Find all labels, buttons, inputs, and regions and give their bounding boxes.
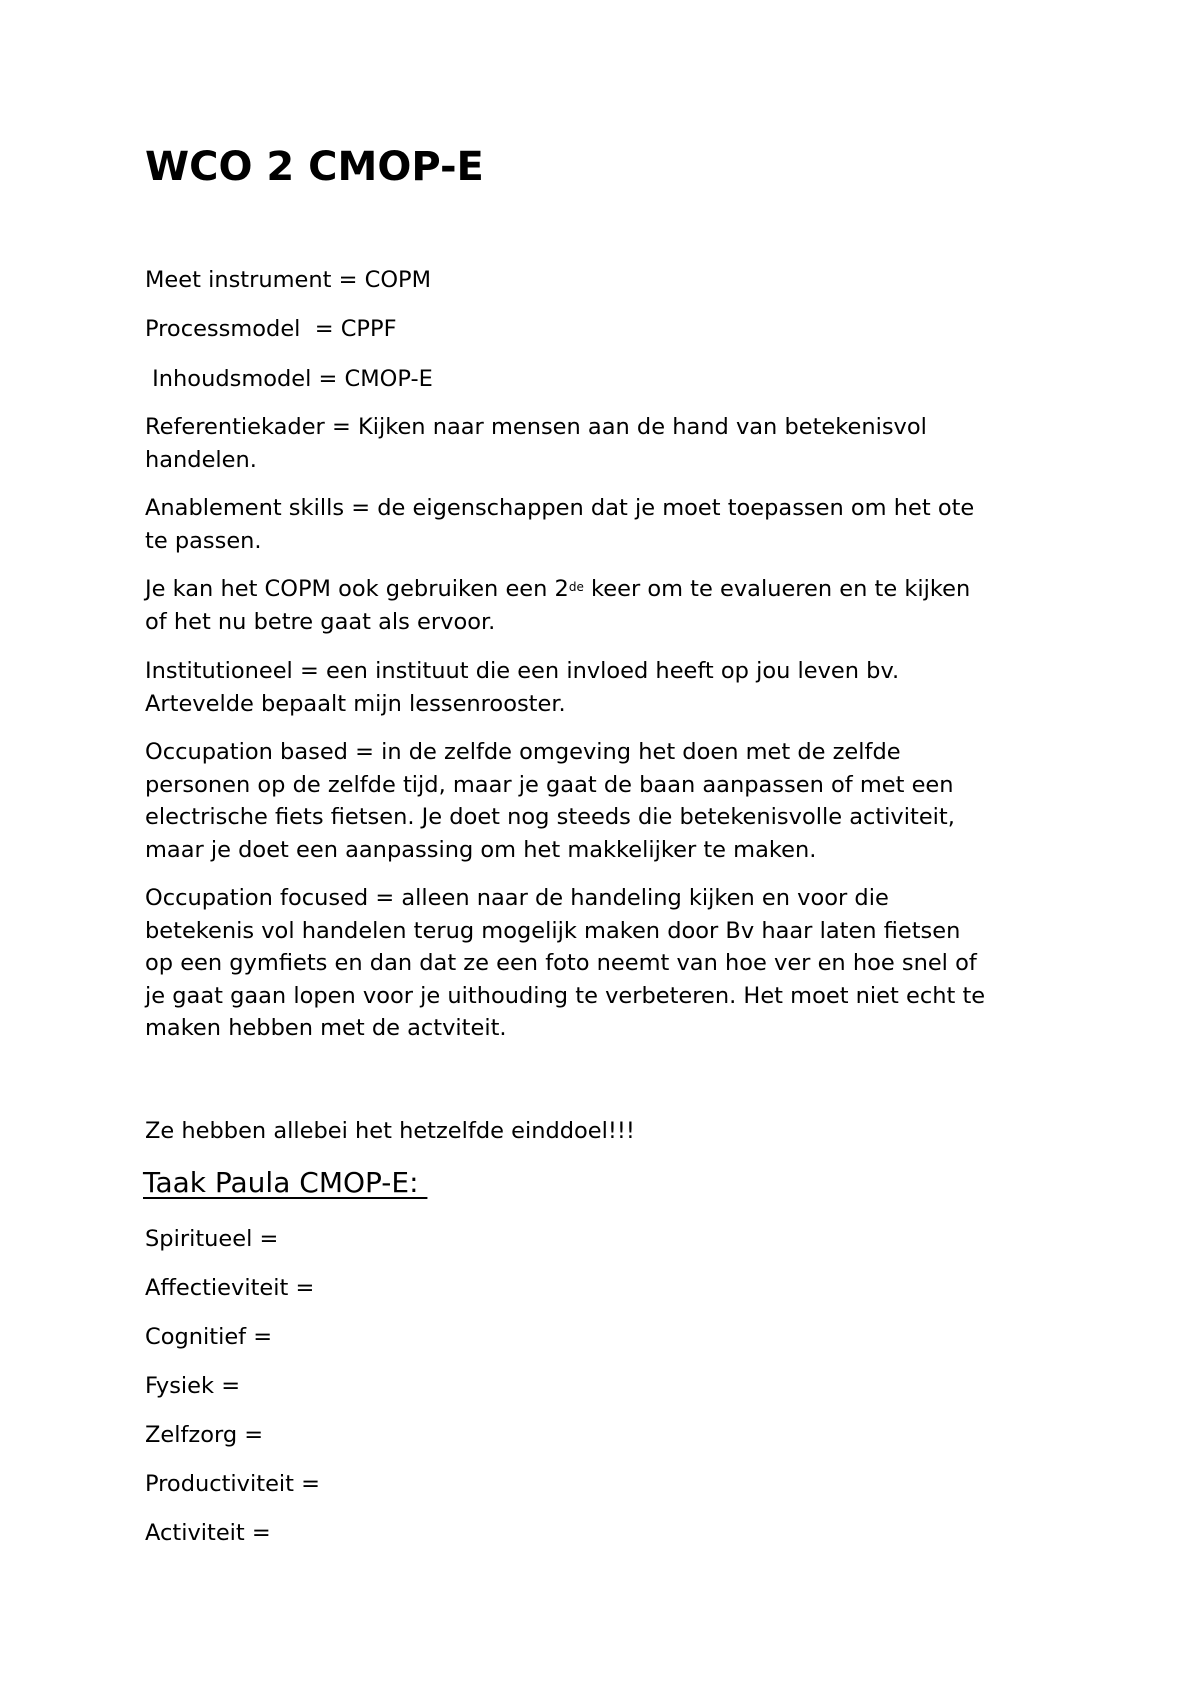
text-line: Referentiekader = Kijken naar mensen aan de hand van betekenisvol [145, 414, 927, 440]
definition-processmodel: Processmodel = CPPF [145, 316, 397, 342]
text-line: je gaat gaan lopen voor je uithouding te verbeteren. Het moet niet echt te [145, 982, 986, 1009]
text-line [145, 573, 1075, 606]
taak-item-zelfzorg: Zelfzorg = [145, 1422, 264, 1448]
definition-inhoudsmodel: Inhoudsmodel = CMOP-E [145, 366, 433, 392]
taak-item-activiteit: Activiteit = [145, 1520, 271, 1546]
text-line: Occupation focused = alleen naar de handeling kijken en voor die [145, 885, 889, 911]
text-line: op een gymfiets en dan dat ze een foto neemt van hoe ver en hoe snel of [145, 950, 977, 976]
text-line: maken hebben met de actviteit. [145, 1015, 507, 1041]
taak-item-affectieviteit: Affectieviteit = [145, 1275, 315, 1301]
text-line: te passen. [145, 527, 262, 554]
taak-item-cognitief: Cognitief = [145, 1324, 273, 1350]
paragraph-einddoel: Ze hebben allebei het hetzelfde einddoel!!! [145, 1118, 635, 1144]
text-line: Anablement skills = de eigenschappen dat je moet toepassen om het ote [145, 495, 975, 521]
paragraph-occupation-focused [145, 882, 1075, 1045]
superscript: de [568, 580, 584, 594]
text-line: betekenis vol handelen terug mogelijk maken door Bv haar laten fietsen [145, 917, 961, 944]
taak-heading: Taak Paula CMOP-E: [143, 1166, 428, 1199]
text-segment: keer om te evalueren en te kijken [583, 576, 971, 602]
text-line: Artevelde bepaalt mijn lessenrooster. [145, 690, 566, 717]
text-line: electrische fiets fietsen. Je doet nog steeds die betekenisvolle activiteit, [145, 804, 955, 830]
document-title: WCO 2 CMOP-E [145, 144, 484, 190]
text-line: of het nu betre gaat als ervoor. [145, 608, 496, 635]
paragraph-anablement-skills [145, 492, 1075, 557]
text-line: Occupation based = in de zelfde omgeving het doen met de zelfde [145, 739, 901, 765]
text-line: personen op de zelfde tijd, maar je gaat de baan aanpassen of met een [145, 771, 954, 798]
paragraph-occupation-based [145, 736, 1075, 866]
text-line: maar je doet een aanpassing om het makkelijker te maken. [145, 836, 817, 863]
paragraph-institutioneel [145, 655, 1075, 720]
taak-item-productiviteit: Productiviteit = [145, 1471, 320, 1497]
paragraph-referentiekader [145, 411, 1075, 476]
taak-item-spiritueel: Spiritueel = [145, 1226, 279, 1252]
paragraph-copm-evaluatie [145, 573, 1075, 638]
text-line: handelen. [145, 446, 257, 473]
taak-item-fysiek: Fysiek = [145, 1373, 241, 1399]
text-segment: Je kan het COPM ook gebruiken een 2 [145, 576, 569, 602]
text-line: Institutioneel = een instituut die een invloed heeft op jou leven bv. [145, 658, 900, 684]
definition-meet-instrument: Meet instrument = COPM [145, 267, 432, 293]
